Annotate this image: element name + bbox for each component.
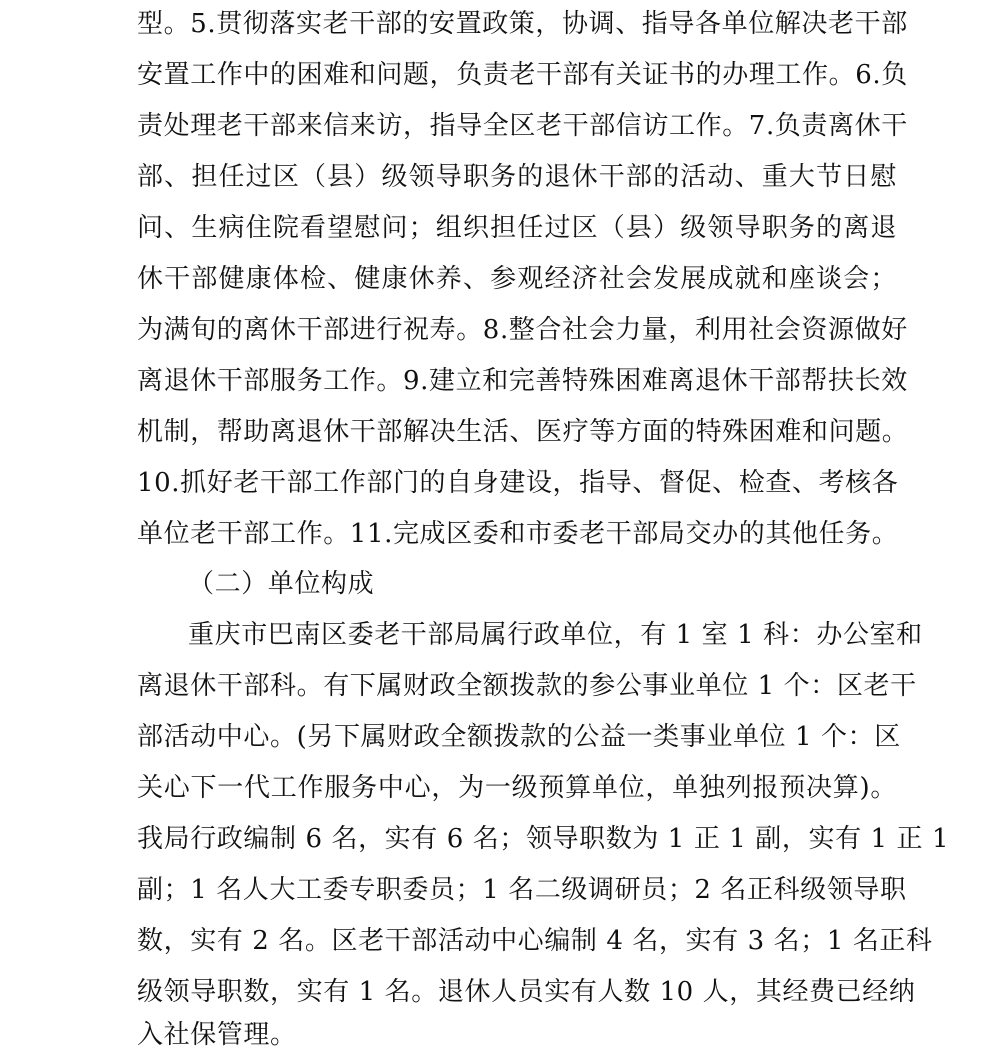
paragraph-line: 问、生病住院看望慰问；组织担任过区（县）级领导职务的离退 — [137, 213, 897, 243]
paragraph-line: 离退休干部服务工作。9.建立和完善特殊困难离退休干部帮扶长效 — [137, 366, 908, 396]
paragraph-line: 型。5.贯彻落实老干部的安置政策，协调、指导各单位解决老干部 — [137, 9, 908, 39]
section-heading: （二）单位构成 — [188, 569, 375, 599]
paragraph-line: 关心下一代工作服务中心，为一级预算单位，单独列报预决算)。 — [137, 773, 897, 803]
paragraph-line: 我局行政编制 6 名，实有 6 名；领导职数为 1 正 1 副，实有 1 正 1 — [137, 824, 950, 854]
paragraph-line: 安置工作中的困难和问题，负责老干部有关证书的办理工作。6.负 — [137, 60, 908, 90]
paragraph-line: 休干部健康体检、健康休养、参观经济社会发展成就和座谈会； — [137, 264, 897, 294]
paragraph-line: 数，实有 2 名。区老干部活动中心编制 4 名，实有 3 名；1 名正科 — [137, 926, 933, 956]
paragraph-line: 部活动中心。(另下属财政全额拨款的公益一类事业单位 1 个：区 — [137, 722, 901, 752]
paragraph-line: 级领导职数，实有 1 名。退休人员实有人数 10 人，其经费已经纳 — [137, 977, 916, 1007]
paragraph-line: 为满旬的离休干部进行祝寿。8.整合社会力量，利用社会资源做好 — [137, 315, 908, 345]
paragraph-line: 10.抓好老干部工作部门的自身建设，指导、督促、检查、考核各 — [137, 468, 899, 498]
paragraph-line: 责处理老干部来信来访，指导全区老干部信访工作。7.负责离休干 — [137, 111, 908, 141]
paragraph-line: 单位老干部工作。11.完成区委和市委老干部局交办的其他任务。 — [137, 519, 899, 549]
paragraph-line: 入社保管理。 — [137, 1020, 297, 1050]
paragraph-line: 离退休干部科。有下属财政全额拨款的参公事业单位 1 个：区老干 — [137, 671, 917, 701]
paragraph-line: 重庆市巴南区委老干部局属行政单位，有 1 室 1 科：办公室和 — [188, 620, 923, 650]
paragraph-line: 机制，帮助离退休干部解决生活、医疗等方面的特殊困难和问题。 — [137, 417, 909, 447]
paragraph-line: 副；1 名人大工委专职委员；1 名二级调研员；2 名正科级领导职 — [137, 875, 907, 905]
paragraph-line: 部、担任过区（县）级领导职务的退休干部的活动、重大节日慰 — [137, 162, 897, 192]
